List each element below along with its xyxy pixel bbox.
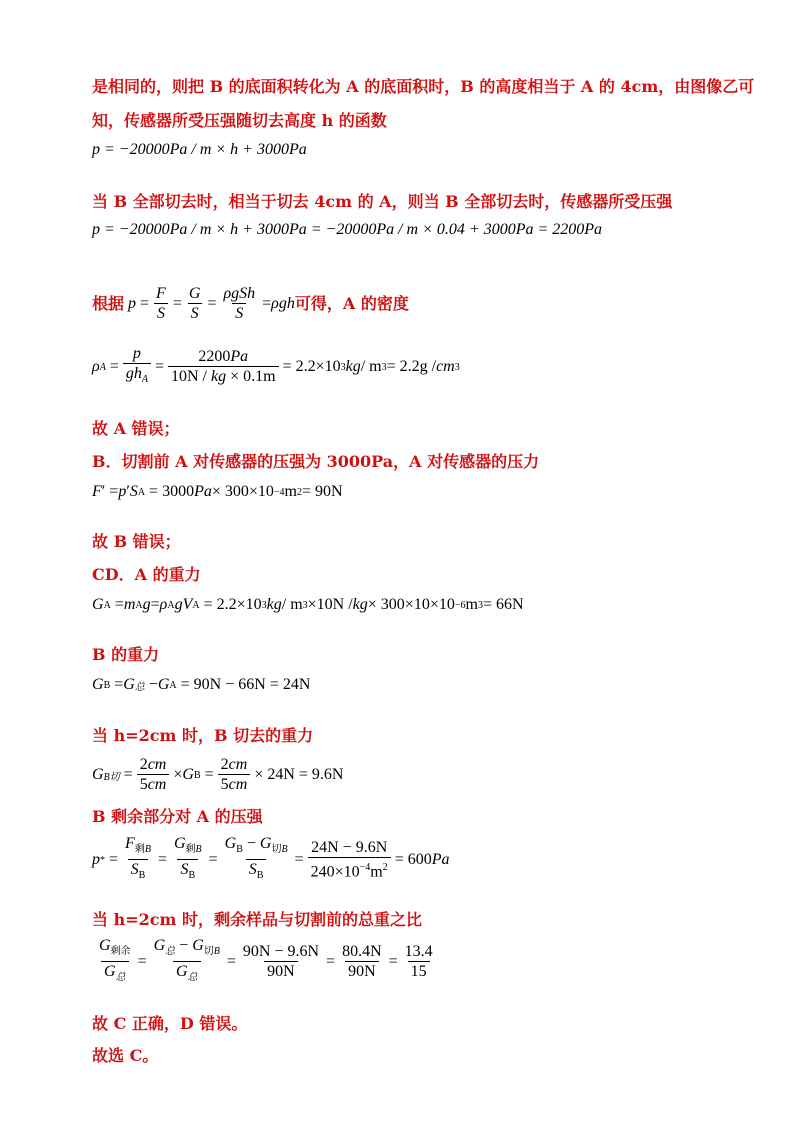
text-line-11: B 剩余部分对 A 的压强 xyxy=(92,807,263,826)
text-line-12: 当 h=2cm 时，剩余样品与切割前的总重之比 xyxy=(92,910,422,929)
pressure-formula: p = $\frac{F}{S}$ = $\frac{G}{S}$ = $\frac{\text{ρgSh}}{S}$ = ρgh xyxy=(124,285,295,322)
text-line-1: 是相同的，则把 B 的底面积转化为 A 的底面积时，B 的高度相当于 A 的 4cm，由图像乙可 xyxy=(92,77,755,96)
equation-pressure-full-cut xyxy=(92,218,602,242)
equation-weight-ratio: $\frac{G_{剩余}}{G_总}$ = $\frac{G_总 - G_{切B}}{G_总}$ = $\frac{90N - 9.6N}{90N}$ = $\frac{80.4N}{90N}$ = $\frac{13.4}{15}$ xyxy=(92,937,440,987)
equation-remaining-pressure: p * = $\frac{F_{剩B}}{S_B}$ = $\frac{G_{剩B}}{S_B}$ = $\frac{G_B - G_{切B}}{S_B}$ = $\frac{24N - 9.6N}{240\times 10^{-4}m^2}$ = 600 Pa xyxy=(92,835,450,885)
text-line-3: 当 B 全部切去时，相当于切去 4cm 的 A，则当 B 全部切去时，传感器所受压强 xyxy=(92,192,673,211)
text-line-10: 当 h=2cm 时，B 切去的重力 xyxy=(92,726,314,745)
text-line-8: CD．A 的重力 xyxy=(92,565,201,584)
text-line-13: 故 C 正确，D 错误。 xyxy=(92,1014,248,1033)
text-line-14: 故选 C。 xyxy=(92,1046,159,1065)
text-line-9: B 的重力 xyxy=(92,645,160,664)
text-line-2: 知，传感器所受压强随切去高度 h 的函数 xyxy=(92,111,387,130)
density-formula-line xyxy=(92,276,409,332)
text-line-6: B．切割前 A 对传感器的压强为 3000Pa，A 对传感器的压力 xyxy=(92,452,540,471)
equation-weight-a: G A = m A g = ρ A gV A = 2.2×10 3 kg / m 3 ×10N / kg × 300×10×10 −6 m 3 = 66N xyxy=(92,596,524,613)
equation-text: p = −20000Pa / m × h + 3000Pa xyxy=(92,141,307,158)
equation-text: p = −20000Pa / m × h + 3000Pa = −20000Pa / m × 0.04 + 3000Pa = 2200Pa xyxy=(92,221,603,238)
text-line-5: 故 A 错误； xyxy=(92,419,180,438)
equation-force-a: F ′ = p ′ S A = 3000 Pa × 300×10 −4 m 2 = 90N xyxy=(92,483,343,500)
text-prefix: 根据 xyxy=(92,294,125,313)
equation-pressure-function xyxy=(92,138,307,162)
text-suffix: 可得，A 的密度 xyxy=(294,294,409,313)
text-line-7: 故 B 错误； xyxy=(92,532,181,551)
equation-weight-b: G B = G 总 − G A = 90N − 66N = 24N xyxy=(92,676,311,693)
equation-cut-weight: G B切 = $\frac{2cm}{5cm}$ × G B = $\frac{2cm}{5cm}$ × 24N = 9.6N xyxy=(92,756,344,793)
equation-density-a: ρ A = $\frac{p}{gh_A}$ = $\frac{2200Pa}{10N / kg \times 0.1m}$ = 2.2×10 3 kg / m 3 = 2.2g / cm 3 xyxy=(92,341,460,393)
